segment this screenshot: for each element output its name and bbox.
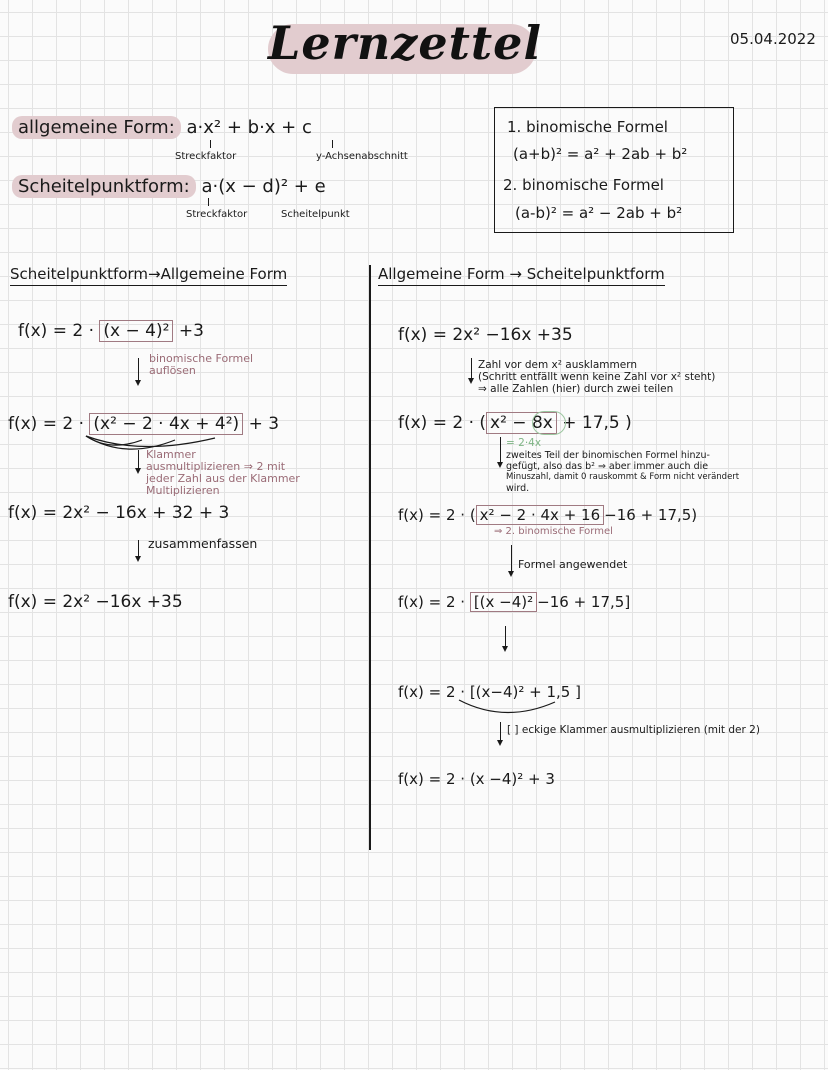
right-heading: Allgemeine Form → Scheitelpunktform — [378, 265, 665, 286]
left-note3: zusammenfassen — [148, 536, 258, 551]
right-eq3 — [398, 506, 697, 524]
left-eq4: f(x) = 2x² −16x +35 — [8, 592, 183, 612]
right-eq3-post: −16 + 17,5) — [604, 506, 698, 524]
left-note2-line3: jeder Zahl aus der Klammer — [146, 472, 300, 485]
right-note1-line1: Zahl vor dem x² ausklammern — [478, 359, 637, 371]
right-eq6: f(x) = 2 · (x −4)² + 3 — [398, 770, 555, 788]
right-note2-line4: wird. — [506, 483, 530, 494]
right-eq3-pre: f(x) = 2 · ( — [398, 506, 476, 524]
left-eq3: f(x) = 2x² − 16x + 32 + 3 — [8, 503, 230, 523]
left-arrow-2 — [138, 450, 139, 470]
vertex-form-formula: a·(x − d)² + e — [201, 176, 326, 197]
date: 05.04.2022 — [730, 30, 816, 48]
right-note5: [ ] eckige Klammer ausmultiplizieren (mit der 2) — [507, 724, 760, 736]
binomial-first-formula: (a+b)² = a² + 2ab + b² — [513, 145, 688, 163]
right-eq5: f(x) = 2 · [(x−4)² + 1,5 ] — [398, 683, 581, 701]
left-eq1-box: (x − 4)² — [99, 320, 173, 342]
left-arrow-1-head — [135, 380, 141, 386]
right-eq3-box: x² − 2 · 4x + 16 — [476, 505, 604, 525]
right-arrow-5-head — [497, 740, 503, 746]
right-eq4 — [398, 593, 630, 611]
right-eq2-pre: f(x) = 2 · ( — [398, 413, 487, 433]
right-note2 — [506, 450, 739, 494]
right-arrow-4 — [505, 626, 506, 648]
general-note-yachsenabschnitt: y-Achsenabschnitt — [316, 151, 408, 162]
title-block — [268, 14, 542, 76]
right-arrow-2-head — [497, 462, 503, 468]
right-arrow-5 — [500, 722, 501, 742]
general-form-line — [12, 117, 312, 138]
general-form-label: allgemeine Form: — [12, 116, 181, 139]
right-note2-line3: Minuszahl, damit 0 rauskommt & Form nicht verändert — [506, 472, 740, 482]
right-arrow-1-head — [468, 378, 474, 384]
left-arrow-3-head — [135, 556, 141, 562]
left-eq1-post: +3 — [178, 321, 204, 341]
right-note3: Formel angewendet — [518, 558, 628, 571]
right-note2-line2: gefügt, also das b² ⇒ aber immer auch die — [506, 461, 709, 472]
left-eq2 — [8, 414, 279, 434]
right-note1-line2: (Schritt entfällt wenn keine Zahl vor x² steht) — [478, 371, 716, 383]
right-eq4-box: [(x −4)² — [470, 592, 537, 612]
left-arrow-2-head — [135, 468, 141, 474]
binomial-second-label: 2. binomische Formel — [503, 176, 664, 194]
vertex-note-streckfaktor: Streckfaktor — [186, 209, 248, 220]
right-arrow-4-head — [502, 646, 508, 652]
right-eq2-box-text: x² − 8x — [490, 413, 553, 433]
left-note2 — [146, 449, 300, 497]
general-note-streckfaktor: Streckfaktor — [175, 151, 237, 162]
left-note1 — [149, 353, 253, 377]
left-arrow-1 — [138, 358, 139, 382]
right-note2-line1: zweites Teil der binomischen Formel hinzu- — [506, 450, 710, 461]
right-arrow-3-head — [508, 571, 514, 577]
left-eq2-box: (x² − 2 · 4x + 4²) — [89, 413, 243, 435]
binomial-second-formula: (a-b)² = a² − 2ab + b² — [515, 204, 683, 222]
right-arrow-3 — [511, 545, 512, 573]
binomial-formulas-box — [494, 107, 734, 233]
vertex-form-label: Scheitelpunktform: — [12, 175, 196, 198]
column-divider — [369, 265, 371, 850]
right-eq3-note: ⇒ 2. binomische Formel — [494, 526, 613, 537]
right-multiply-arc — [455, 698, 565, 716]
right-arrow-1 — [471, 358, 472, 380]
right-eq4-pre: f(x) = 2 · — [398, 593, 466, 611]
arrow-streck-1 — [210, 140, 211, 148]
arrow-yachse — [332, 140, 333, 148]
right-note1 — [478, 359, 715, 395]
left-eq2-pre: f(x) = 2 · — [8, 414, 84, 434]
general-form-formula: a·x² + b·x + c — [186, 117, 312, 138]
right-eq2-green-circle — [532, 411, 566, 435]
right-eq2-green-note: = 2·4x — [506, 437, 542, 449]
left-note2-line2: ausmultiplizieren ⇒ 2 mit — [146, 460, 286, 473]
left-note1-line2: auflösen — [149, 364, 196, 377]
left-heading: Scheitelpunktform→Allgemeine Form — [10, 265, 287, 286]
left-eq1-pre: f(x) = 2 · — [18, 321, 94, 341]
right-arrow-2 — [500, 437, 501, 463]
left-note2-line1: Klammer — [146, 448, 196, 461]
page-title: Lernzettel — [268, 16, 542, 70]
right-eq2 — [398, 413, 632, 433]
left-eq1 — [18, 321, 204, 341]
left-eq2-post: + 3 — [248, 414, 280, 434]
arrow-streck-2 — [208, 198, 209, 206]
right-note1-line3: ⇒ alle Zahlen (hier) durch zwei teilen — [478, 383, 674, 395]
vertex-note-scheitelpunkt: Scheitelpunkt — [281, 209, 350, 220]
right-eq2-post: + 17,5 ) — [562, 413, 632, 433]
right-eq1: f(x) = 2x² −16x +35 — [398, 325, 573, 345]
left-note1-line1: binomische Formel — [149, 352, 254, 365]
vertex-form-line — [12, 176, 326, 197]
right-eq4-post: −16 + 17,5] — [537, 593, 631, 611]
binomial-first-label: 1. binomische Formel — [507, 118, 668, 136]
left-note2-line4: Multiplizieren — [146, 484, 220, 497]
